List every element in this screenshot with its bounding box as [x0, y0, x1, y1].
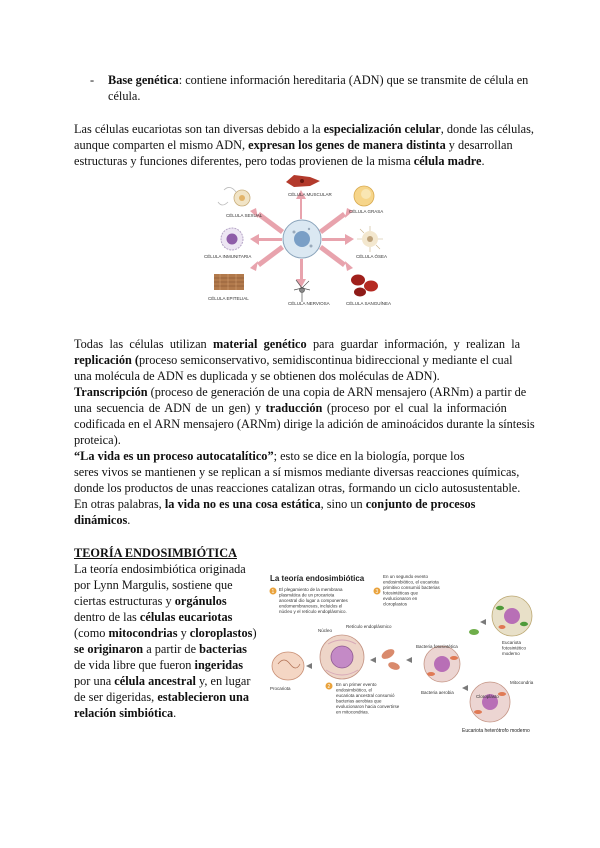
immune-cell — [221, 228, 243, 250]
endo-line-7: de vida libre que fueron ingeridas — [74, 658, 244, 672]
endo-line-4: dentro de las células eucariotas — [74, 610, 233, 624]
endo-line-3: ciertas estructuras y orgánulos — [74, 594, 227, 608]
step1-number: 1 — [271, 589, 275, 595]
bone-cell — [357, 226, 383, 252]
bullet-dash: - — [90, 73, 95, 87]
label-procariota: Procariota — [270, 686, 291, 691]
bullet-line-1 — [90, 72, 94, 88]
endo-line-6: se originaron a partir de bacterias — [74, 642, 247, 656]
label-eucfoto: Eucariota fotosintético moderno — [502, 640, 527, 656]
aerobic-bacteria — [380, 647, 401, 671]
step3-text: En un segundo evento endosimbiótico, el eucariota primitivo consumió bacterias fotosintéticas que evolucionaron en cloroplastos — [383, 574, 440, 607]
fat-cell — [354, 186, 374, 206]
label-osea: CÉLULA ÓSEA — [356, 254, 388, 259]
bullet-term: Base genética — [108, 73, 179, 87]
epithelial-cell — [214, 274, 244, 290]
para2-line-7: proteica). — [74, 433, 121, 447]
label-euchet: Eucariota heterótrofo moderno — [462, 728, 530, 734]
endo-line-1: La teoría endosimbiótica originada — [74, 562, 246, 576]
muscle-cell — [286, 175, 320, 187]
para1-line-1: Las células eucariotas son tan diversas debido a la especialización celular, donde las células, — [74, 122, 534, 136]
label-grasa: CÉLULA GRASA — [349, 209, 384, 214]
para2-line-3: una molécula de ADN es duplicada y se obtienen dos moléculas de ADN). — [74, 369, 440, 383]
step2-text: En un primer evento endosimbiótico, el eucariota ancestral consumió bacterias aerobias que evolucionaron hacia convertirse en mitocondrias. — [336, 682, 400, 715]
label-nerviosa: CÉLULA NERVIOSA — [288, 301, 330, 306]
label-bfoto: Bacteria fotosintética — [416, 644, 458, 649]
label-epitelial: CÉLULA EPITELIAL — [208, 296, 249, 301]
label-re: Retículo endoplásmico — [346, 624, 392, 629]
para2-line-8: “La vida es un proceso autocatalítico”; esto se dice en la biología, porque los — [74, 449, 465, 463]
label-muscular: CÉLULA MUSCULAR — [288, 192, 332, 197]
para2-line-1: Todas las células utilizan material genético para guardar información, y realizan la — [74, 337, 521, 351]
bullet-line-1-text: Base genética: contiene información hereditaria (ADN) que se transmite de célula en — [108, 73, 529, 87]
para2-line-5: una secuencia de ADN de un gen) y traducción (proceso por el cual la información — [74, 401, 507, 415]
label-nucleo: Núcleo — [318, 628, 333, 633]
label-cloro: Cloroplasto — [476, 694, 499, 699]
eukaryote-with-mitochondria — [424, 646, 460, 682]
endo-heading: TEORÍA ENDOSIMBIÓTICA — [74, 546, 237, 560]
step3-number: 3 — [375, 589, 379, 595]
para2-line-6: codificada en el ARN mensajero (ARNm) dirige la adición de aminoácidos durante la síntesis — [74, 417, 535, 431]
prokaryote-cell — [272, 652, 304, 680]
step1-text: El plegamiento de la membrana plasmática de un procariota ancestral dio lugar a componentes endomembranosos, incluidos el núcleo y el retículo endoplásmico. — [279, 587, 348, 614]
para1-line-2: aunque comparten el mismo ADN, expresan los genes de manera distinta y desarrollan — [74, 138, 513, 152]
para2-line-2: replicación (proceso semiconservativo, semidiscontinua bidireccional y mediante el cual — [74, 353, 513, 367]
para2-line-4: Transcripción (proceso de generación de una copia de ARN mensajero (ARNm) a partir de — [74, 385, 527, 399]
label-inmunitaria: CÉLULA INMUNITARIA — [204, 254, 252, 259]
bullet-line-2: célula. — [108, 89, 141, 103]
sexual-cell — [218, 187, 250, 206]
label-mito: Mitocondria — [510, 680, 534, 685]
blood-cells — [351, 275, 378, 297]
endo-line-5: (como mitocondrias y cloroplastos) — [74, 626, 257, 640]
endo-line-8: por una célula ancestral y, en lugar — [74, 674, 251, 688]
label-sexual: CÉLULA SEXUAL — [226, 213, 263, 218]
cell-differentiation-figure — [198, 172, 406, 308]
para2-line-10: donde los productos de unas reacciones catalizan otras, formando un ciclo autosustentable. — [74, 481, 521, 495]
endo-line-10: relación simbiótica. — [74, 706, 177, 720]
endo-line-9: de ser digeridas, establecieron una — [74, 690, 249, 704]
endo-line-2: por Lynn Margulis, sostiene que — [74, 578, 233, 592]
para2-line-9: seres vivos se mantienen y se replican a sí mismos mediante diversas reacciones químicas, — [74, 465, 520, 479]
label-sanguinea: CÉLULA SANGUÍNEA — [346, 301, 392, 306]
label-bacteria: Bacteria aerobia — [421, 690, 454, 695]
heterotrophic-eukaryote — [470, 682, 510, 722]
fig2-title: La teoría endosimbiótica — [270, 574, 365, 583]
endosymbiosis-figure — [266, 570, 542, 742]
para2-line-12: dinámicos. — [74, 513, 131, 527]
para2-line-11: En otras palabras, la vida no es una cosa estática, sino un conjunto de procesos — [74, 497, 476, 511]
ancestral-eukaryote — [320, 635, 364, 679]
photosynthetic-eukaryote — [492, 596, 532, 636]
para1-line-3: estructuras y funciones diferentes, pero todas provienen de la misma célula madre. — [74, 154, 485, 168]
step2-number: 2 — [327, 684, 331, 690]
